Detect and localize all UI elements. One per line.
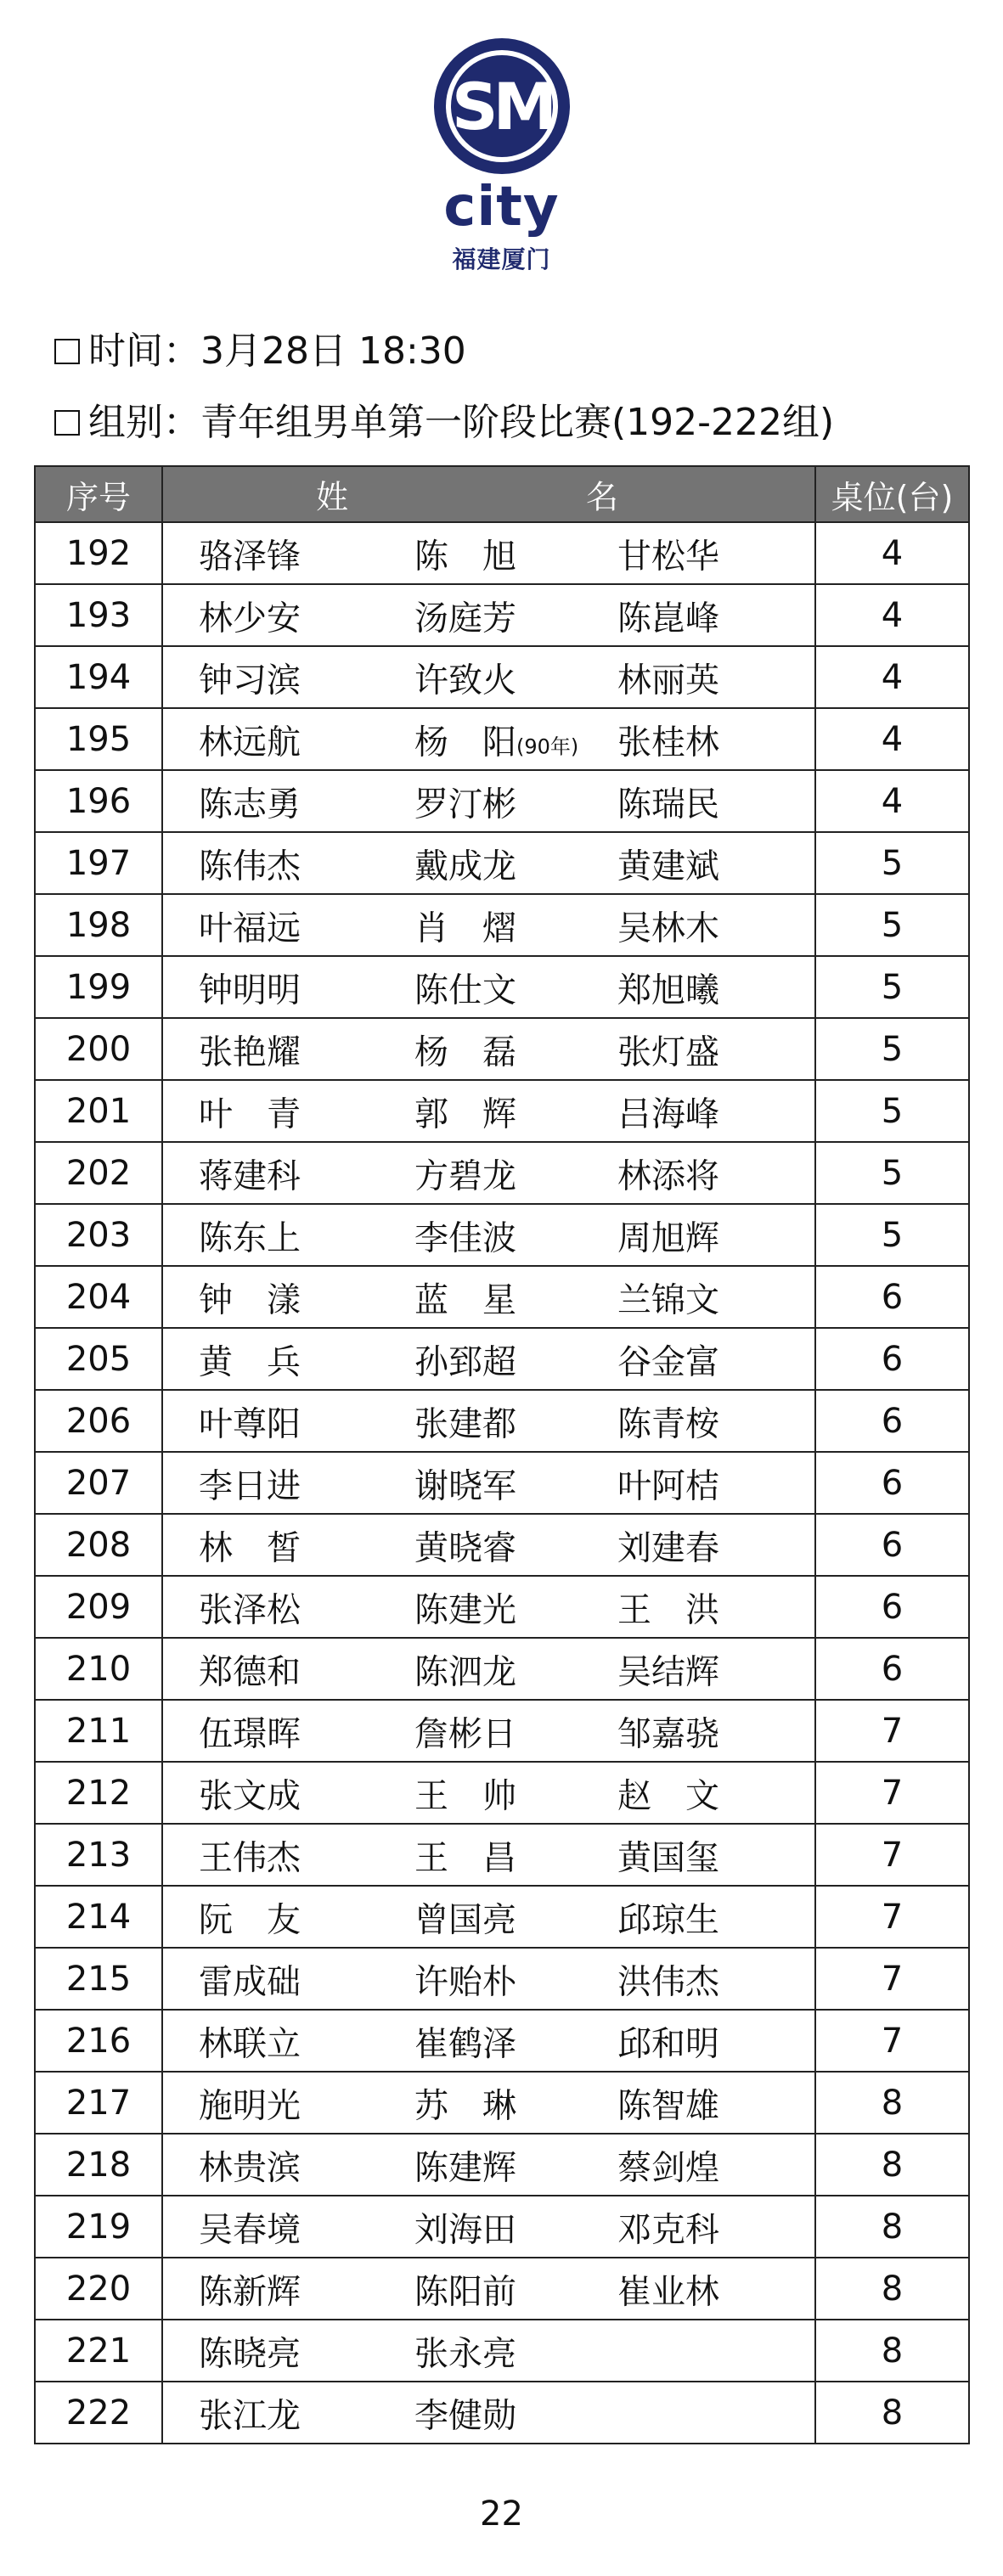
table-row xyxy=(35,2320,969,2382)
row-number: 217 xyxy=(35,2072,162,2134)
table-number: 5 xyxy=(815,832,969,894)
checkbox-icon xyxy=(54,339,80,364)
player-name-group xyxy=(414,1211,516,1259)
table-number: 6 xyxy=(815,1452,969,1514)
table-number: 8 xyxy=(815,2134,969,2196)
row-number: 202 xyxy=(35,1142,162,1204)
names-cell xyxy=(162,2382,815,2444)
table-number: 6 xyxy=(815,1328,969,1390)
player-name: 周旭辉 xyxy=(617,1218,719,1257)
sm-logo-mark: SM xyxy=(451,69,552,144)
player-name-group xyxy=(414,1459,516,1507)
table-number: 4 xyxy=(815,708,969,770)
logo-location-text: 福建厦门 xyxy=(452,245,551,273)
player-name: 罗汀彬 xyxy=(414,785,516,824)
roster-body xyxy=(35,522,969,2444)
player-name: 李佳波 xyxy=(414,1218,516,1257)
player-name-group xyxy=(414,1769,516,1817)
player-name: 张建都 xyxy=(414,1404,516,1443)
row-number: 221 xyxy=(35,2320,162,2382)
table-number: 4 xyxy=(815,770,969,832)
table-number: 6 xyxy=(815,1514,969,1576)
player-name-group xyxy=(414,2388,516,2437)
player-name: 雷成础 xyxy=(199,1962,301,2001)
player-name: 方碧龙 xyxy=(414,1156,516,1195)
table-row xyxy=(35,2196,969,2258)
names-cell xyxy=(162,770,815,832)
row-number: 216 xyxy=(35,2010,162,2072)
page-number: 22 xyxy=(480,2494,523,2534)
table-number: 5 xyxy=(815,956,969,1018)
player-name: 王伟杰 xyxy=(199,1838,301,1877)
header-name-xing: 姓 xyxy=(316,478,349,516)
header-name-ming: 名 xyxy=(586,478,619,516)
names-cell xyxy=(162,2320,815,2382)
player-name: 张文成 xyxy=(199,1776,301,1815)
table-row xyxy=(35,1638,969,1700)
player-name-group xyxy=(414,1954,516,2003)
player-name-group xyxy=(414,1335,516,1383)
table-row xyxy=(35,2072,969,2134)
names-cell xyxy=(162,1886,815,1948)
player-name: 林丽英 xyxy=(617,661,719,700)
table-header-row xyxy=(35,466,969,522)
names-cell xyxy=(162,1452,815,1514)
player-name-group xyxy=(414,2326,516,2375)
table-row xyxy=(35,894,969,956)
row-number: 192 xyxy=(35,522,162,584)
player-name-group xyxy=(414,1831,516,1879)
player-name: 陈青桉 xyxy=(617,1404,719,1443)
table-number: 5 xyxy=(815,894,969,956)
table-row xyxy=(35,1576,969,1638)
player-name: 陈 旭 xyxy=(414,537,516,576)
names-cell xyxy=(162,2258,815,2320)
player-name: 伍璟晖 xyxy=(199,1714,301,1753)
names-cell xyxy=(162,1638,815,1700)
player-name-group xyxy=(414,777,516,825)
row-number: 211 xyxy=(35,1700,162,1762)
player-name: 陈伟杰 xyxy=(199,846,301,886)
table-row xyxy=(35,1824,969,1886)
table-row xyxy=(35,584,969,646)
player-name: 叶尊阳 xyxy=(199,1404,301,1443)
names-cell xyxy=(162,1204,815,1266)
player-name: 陈泗龙 xyxy=(414,1652,516,1691)
names-cell xyxy=(162,584,815,646)
player-name: 张桂林 xyxy=(617,723,719,762)
table-row xyxy=(35,2010,969,2072)
player-name: 林少安 xyxy=(199,599,301,638)
player-name: 林添将 xyxy=(617,1156,719,1195)
names-cell xyxy=(162,894,815,956)
table-row xyxy=(35,2134,969,2196)
table-number: 7 xyxy=(815,1824,969,1886)
player-name: 陈志勇 xyxy=(199,785,301,824)
player-name: 刘建春 xyxy=(617,1528,719,1567)
row-number: 215 xyxy=(35,1948,162,2010)
table-row xyxy=(35,1266,969,1328)
table-number: 4 xyxy=(815,584,969,646)
player-name: 邓克科 xyxy=(617,2210,719,2249)
player-name: 黄 兵 xyxy=(199,1342,301,1381)
names-cell xyxy=(162,1328,815,1390)
player-name: 杨 阳 xyxy=(414,723,516,762)
player-name: 肖 熠 xyxy=(414,908,516,948)
player-name: 吴林木 xyxy=(617,908,719,948)
time-line xyxy=(54,328,466,375)
row-number: 197 xyxy=(35,832,162,894)
time-text: 时间：3月28日 18:30 xyxy=(88,329,466,373)
player-name-group xyxy=(414,963,516,1011)
table-number: 8 xyxy=(815,2382,969,2444)
player-name-group xyxy=(414,529,516,577)
table-row xyxy=(35,1328,969,1390)
player-name: 陈瑞民 xyxy=(617,785,719,824)
player-name: 施明光 xyxy=(199,2086,301,2125)
player-name: 孙郅超 xyxy=(414,1342,516,1381)
table-row xyxy=(35,770,969,832)
player-name: 郭 辉 xyxy=(414,1094,516,1133)
row-number: 213 xyxy=(35,1824,162,1886)
player-name: 蔡剑煌 xyxy=(617,2148,719,2187)
player-name: 许致火 xyxy=(414,661,516,700)
table-number: 8 xyxy=(815,2072,969,2134)
player-name: 李健勋 xyxy=(414,2396,516,2435)
player-name: 林 皙 xyxy=(199,1528,301,1567)
player-name: 骆泽锋 xyxy=(199,537,301,576)
player-name-group xyxy=(414,1273,516,1321)
table-row xyxy=(35,2258,969,2320)
names-cell xyxy=(162,2010,815,2072)
table-number: 5 xyxy=(815,1018,969,1080)
player-name: 陈阳前 xyxy=(414,2272,516,2311)
player-name: 陈建光 xyxy=(414,1590,516,1629)
table-row xyxy=(35,1452,969,1514)
player-name-group xyxy=(414,591,516,639)
names-cell xyxy=(162,522,815,584)
table-row xyxy=(35,956,969,1018)
row-number: 219 xyxy=(35,2196,162,2258)
table-number: 5 xyxy=(815,1204,969,1266)
table-row xyxy=(35,1762,969,1824)
row-number: 196 xyxy=(35,770,162,832)
table-number: 7 xyxy=(815,1948,969,2010)
names-cell xyxy=(162,1018,815,1080)
player-name: 陈智雄 xyxy=(617,2086,719,2125)
names-cell xyxy=(162,832,815,894)
player-name: 陈东上 xyxy=(199,1218,301,1257)
player-name: 邹嘉骁 xyxy=(617,1714,719,1753)
row-number: 198 xyxy=(35,894,162,956)
player-name: 杨 磊 xyxy=(414,1032,516,1071)
names-cell xyxy=(162,956,815,1018)
names-cell xyxy=(162,1390,815,1452)
row-number: 214 xyxy=(35,1886,162,1948)
row-number: 206 xyxy=(35,1390,162,1452)
names-cell xyxy=(162,646,815,708)
player-name: 黄国玺 xyxy=(617,1838,719,1877)
player-name: 叶阿桔 xyxy=(617,1466,719,1505)
row-number: 195 xyxy=(35,708,162,770)
table-number: 8 xyxy=(815,2320,969,2382)
sm-logo-icon xyxy=(430,34,574,178)
player-name: 洪伟杰 xyxy=(617,1962,719,2001)
player-name-group xyxy=(414,2016,516,2065)
player-name: 陈建辉 xyxy=(414,2148,516,2187)
player-name: 吕海峰 xyxy=(617,1094,719,1133)
player-name: 张永亮 xyxy=(414,2334,516,2373)
table-number: 5 xyxy=(815,1142,969,1204)
player-name: 叶 青 xyxy=(199,1094,301,1133)
player-name: 林远航 xyxy=(199,723,301,762)
header-table-no: 桌位(台) xyxy=(815,466,969,522)
header-name xyxy=(162,466,815,522)
player-name: 钟 漾 xyxy=(199,1280,301,1319)
player-name: 阮 友 xyxy=(199,1900,301,1939)
player-name: 黄晓睿 xyxy=(414,1528,516,1567)
player-name-group xyxy=(414,2202,516,2251)
names-cell xyxy=(162,1700,815,1762)
player-name: 曾国亮 xyxy=(414,1900,516,1939)
table-number: 6 xyxy=(815,1266,969,1328)
player-name-group xyxy=(414,1645,516,1693)
row-number: 205 xyxy=(35,1328,162,1390)
player-name: 崔业林 xyxy=(617,2272,719,2311)
table-row xyxy=(35,832,969,894)
player-name: 赵 文 xyxy=(617,1776,719,1815)
player-name: 邱和明 xyxy=(617,2024,719,2063)
player-name-group xyxy=(414,1087,516,1135)
row-number: 194 xyxy=(35,646,162,708)
player-name: 李日进 xyxy=(199,1466,301,1505)
player-name: 张灯盛 xyxy=(617,1032,719,1071)
table-number: 7 xyxy=(815,1762,969,1824)
table-row xyxy=(35,1080,969,1142)
table-row xyxy=(35,1948,969,2010)
table-row xyxy=(35,708,969,770)
player-name: 张艳耀 xyxy=(199,1032,301,1071)
player-name: 汤庭芳 xyxy=(414,599,516,638)
player-name-group xyxy=(414,901,516,949)
player-name: 蒋建科 xyxy=(199,1156,301,1195)
group-line xyxy=(54,399,834,447)
names-cell xyxy=(162,1080,815,1142)
row-number: 199 xyxy=(35,956,162,1018)
roster-table xyxy=(34,465,970,2444)
table-number: 4 xyxy=(815,646,969,708)
group-text: 组别：青年组男单第一阶段比赛(192-222组) xyxy=(88,401,835,444)
names-cell xyxy=(162,1514,815,1576)
row-number: 220 xyxy=(35,2258,162,2320)
logo-city-text: city xyxy=(443,176,560,239)
row-number: 212 xyxy=(35,1762,162,1824)
player-name-group xyxy=(414,1521,516,1569)
player-name: 钟习滨 xyxy=(199,661,301,700)
player-name: 蓝 星 xyxy=(414,1280,516,1319)
row-number: 209 xyxy=(35,1576,162,1638)
table-number: 6 xyxy=(815,1390,969,1452)
player-name-group xyxy=(414,1025,516,1073)
row-number: 200 xyxy=(35,1018,162,1080)
table-number: 6 xyxy=(815,1576,969,1638)
player-name: 吴春境 xyxy=(199,2210,301,2249)
player-name-group xyxy=(414,1149,516,1197)
player-name: 邱琼生 xyxy=(617,1900,719,1939)
player-name: 王 昌 xyxy=(414,1838,516,1877)
table-number: 8 xyxy=(815,2196,969,2258)
table-row xyxy=(35,1204,969,1266)
table-row xyxy=(35,2382,969,2444)
player-name-group xyxy=(414,839,516,887)
row-number: 222 xyxy=(35,2382,162,2444)
table-row xyxy=(35,522,969,584)
table-number: 7 xyxy=(815,1700,969,1762)
player-name: 张江龙 xyxy=(199,2396,301,2435)
names-cell xyxy=(162,2196,815,2258)
player-name: 刘海田 xyxy=(414,2210,516,2249)
player-name: 王 帅 xyxy=(414,1776,516,1815)
table-row xyxy=(35,1390,969,1452)
sm-city-logo xyxy=(0,34,1003,275)
table-row xyxy=(35,1142,969,1204)
player-name: 詹彬日 xyxy=(414,1714,516,1753)
table-number: 8 xyxy=(815,2258,969,2320)
player-name: 陈仕文 xyxy=(414,970,516,1010)
names-cell xyxy=(162,1266,815,1328)
player-name-group xyxy=(414,1583,516,1631)
player-note: (90年) xyxy=(516,734,579,758)
names-cell xyxy=(162,1824,815,1886)
player-name-group xyxy=(414,653,516,701)
player-name: 林联立 xyxy=(199,2024,301,2063)
table-row xyxy=(35,1886,969,1948)
player-name: 兰锦文 xyxy=(617,1280,719,1319)
player-name-group xyxy=(414,2078,516,2127)
row-number: 218 xyxy=(35,2134,162,2196)
player-name: 陈新辉 xyxy=(199,2272,301,2311)
table-number: 7 xyxy=(815,2010,969,2072)
player-name: 钟明明 xyxy=(199,970,301,1010)
row-number: 210 xyxy=(35,1638,162,1700)
player-name: 张泽松 xyxy=(199,1590,301,1629)
names-cell xyxy=(162,1762,815,1824)
header-no: 序号 xyxy=(35,466,162,522)
checkbox-icon xyxy=(54,410,80,436)
row-number: 204 xyxy=(35,1266,162,1328)
player-name: 林贵滨 xyxy=(199,2148,301,2187)
table-number: 4 xyxy=(815,522,969,584)
player-name: 叶福远 xyxy=(199,908,301,948)
player-name-group xyxy=(414,715,578,763)
player-name: 吴结辉 xyxy=(617,1652,719,1691)
player-name: 陈晓亮 xyxy=(199,2334,301,2373)
row-number: 193 xyxy=(35,584,162,646)
table-row xyxy=(35,1018,969,1080)
row-number: 203 xyxy=(35,1204,162,1266)
names-cell xyxy=(162,2072,815,2134)
row-number: 208 xyxy=(35,1514,162,1576)
player-name: 戴成龙 xyxy=(414,846,516,886)
player-name-group xyxy=(414,2264,516,2313)
names-cell xyxy=(162,1576,815,1638)
table-number: 6 xyxy=(815,1638,969,1700)
player-name: 郑旭曦 xyxy=(617,970,719,1010)
player-name: 许贻朴 xyxy=(414,1962,516,2001)
names-cell xyxy=(162,1142,815,1204)
player-name-group xyxy=(414,1893,516,1941)
player-name-group xyxy=(414,1397,516,1445)
player-name: 崔鹤泽 xyxy=(414,2024,516,2063)
table-number: 5 xyxy=(815,1080,969,1142)
table-row xyxy=(35,1514,969,1576)
player-name: 甘松华 xyxy=(617,537,719,576)
player-name: 谢晓军 xyxy=(414,1466,516,1505)
player-name: 王 洪 xyxy=(617,1590,719,1629)
player-name: 苏 琳 xyxy=(414,2086,516,2125)
player-name-group xyxy=(414,2140,516,2189)
player-name: 郑德和 xyxy=(199,1652,301,1691)
row-number: 207 xyxy=(35,1452,162,1514)
table-row xyxy=(35,1700,969,1762)
names-cell xyxy=(162,1948,815,2010)
row-number: 201 xyxy=(35,1080,162,1142)
names-cell xyxy=(162,2134,815,2196)
player-name: 黄建斌 xyxy=(617,846,719,886)
names-cell xyxy=(162,708,815,770)
player-name: 陈崑峰 xyxy=(617,599,719,638)
player-name: 谷金富 xyxy=(617,1342,719,1381)
table-row xyxy=(35,646,969,708)
table-number: 7 xyxy=(815,1886,969,1948)
player-name-group xyxy=(414,1707,516,1755)
